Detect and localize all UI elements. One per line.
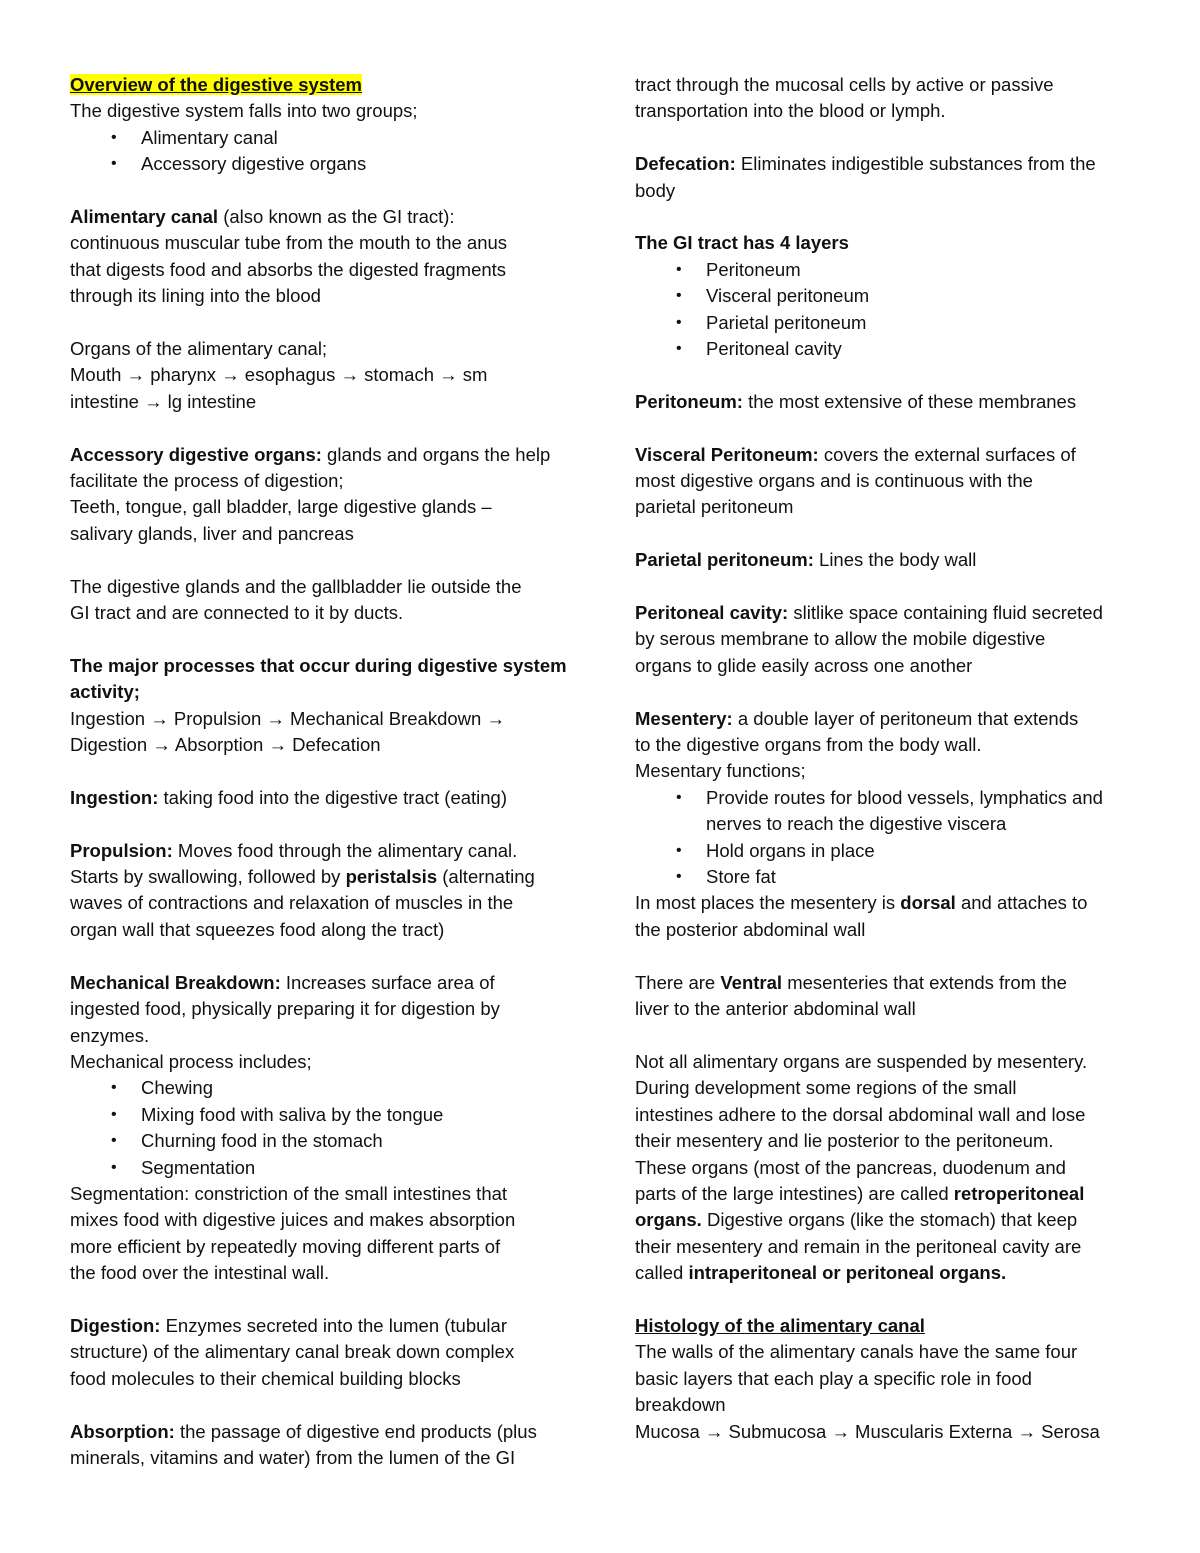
processes-heading: The major processes that occur during digestive system [70,654,567,676]
layers-flow: Mucosa → Submucosa → Muscularis Externa → Serosa [635,1420,1100,1442]
paragraph-peritoneum: Peritoneum: the most extensive of these membranes [635,390,1077,412]
paragraph-glands: The digestive glands and the gallbladder lie outside the [70,575,522,597]
paragraph-mesentery: Mesentery: a double layer of peritoneum that extends [635,707,1079,729]
bullet-icon: • [676,313,682,331]
paragraph-ventral: There are Ventral mesenteries that extends from the [635,971,1067,993]
paragraph-absorption: Absorption: the passage of digestive end products (plus [70,1420,537,1442]
paragraph-ingestion: Ingestion: taking food into the digestive tract (eating) [70,786,508,808]
paragraph-histology: The walls of the alimentary canals have the same four [635,1341,1078,1363]
histology-title: Histology of the alimentary canal [635,1314,925,1336]
paragraph-visceral-peritoneum: Visceral Peritoneum: covers the external surfaces of [635,443,1076,465]
bullet-icon: • [676,340,682,358]
overview-title: Overview of the digestive system [70,74,363,95]
intro-text: The digestive system falls into two groups; [70,100,418,122]
list-item: • Segmentation [70,1155,585,1181]
paragraph-segmentation: Segmentation: constriction of the small intestines that [70,1182,508,1204]
bullet-icon: • [676,868,682,886]
bullet-icon: • [111,1079,117,1097]
list-item: • Store fat [635,864,1135,890]
list-item: • Provide routes for blood vessels, lymphatics and [635,785,1135,811]
bullet-icon: • [676,788,682,806]
absorption-continued: tract through the mucosal cells by active or passive [635,74,1054,95]
list-item: • Parietal peritoneum [635,310,1135,336]
paragraph-mechanical-breakdown: Mechanical Breakdown: Increases surface area of [70,971,495,993]
bullet-icon: • [111,1105,117,1123]
list-item: • Peritoneum [635,257,1135,283]
bullet-icon: • [676,841,682,859]
organs-flow: Mouth → pharynx → esophagus → stomach → sm [70,364,488,386]
list-item: • Alimentary canal [70,125,585,151]
list-item: • Peritoneal cavity [635,336,1135,362]
bullet-icon: • [111,1132,117,1150]
bullet-icon: • [111,128,117,146]
paragraph-dorsal: In most places the mesentery is dorsal and attaches to [635,892,1088,914]
paragraph-propulsion: Propulsion: Moves food through the alimentary canal. [70,839,518,861]
layers-heading: The GI tract has 4 layers [635,232,849,254]
paragraph-accessory-organs: Accessory digestive organs: glands and organs the help [70,443,551,465]
right-column: tract through the mucosal cells by active or passive transportation into the blood or lymph. Defecation: Eliminates indigestible substances from the body The GI tract has 4 layers • Peritoneum • Visceral peritoneum • Parietal peritoneum • Peritoneal cavity Peritoneum: the most extensive of these membranes Visceral Peritoneum: covers the external surfaces of most digestive organs and is continuous with the parietal peritoneum Parietal peritoneum: Lines the body wall Peritoneal cavity: slitlike space containing fluid secreted by serous membrane to allow the mobile digestive organs to glide easily across one another Mesentery: a double layer of peritoneum that extends to the digestive organs from the body wall. Mesentary functions; • Provide routes for blood vessels, lymphatics and nerves to reach the digestive viscera • Hold organs in place • Store fat In most places the mesentery is dorsal and attaches to the posterior abdominal wall There are Ventral mesenteries that extends from the liver to the anterior abdominal wall Not all alimentary organs are suspended by mesentery. During development some regions of the small intestines adhere to the dorsal abdominal wall and lose their mesentery and lie posterior to the peritoneum. These organs (most of the pancreas, duodenum and parts of the large intestines) are called retroperitoneal organs. Digestive organs (like the stomach) that keep their mesentery and remain in the peritoneal cavity are called intraperitoneal or peritoneal organs. Histology of the alimentary canal The walls of the alimentary canals have the same four basic layers that each play a specific role in food breakdown Mucosa → Submucosa → Muscularis Externa → Serosa [635,72,1135,1445]
paragraph-digestion: Digestion: Enzymes secreted into the lumen (tubular [70,1314,507,1336]
bullet-icon: • [111,155,117,173]
paragraph-parietal-peritoneum: Parietal peritoneum: Lines the body wall [635,549,977,571]
paragraph-defecation: Defecation: Eliminates indigestible substances from the [635,153,1096,175]
bullet-icon: • [676,287,682,305]
left-column: Overview of the digestive system The digestive system falls into two groups; • Alimentary canal • Accessory digestive organs Alimentary canal (also known as the GI tract): continuous muscular tube from the mouth to the anus that digests food and absorbs the digested fragments through its lining into the blood Organs of the alimentary canal; Mouth → pharynx → esophagus → stomach → sm intestine → lg intestine Accessory digestive organs: glands and organs the help facilitate the process of digestion; Teeth, tongue, gall bladder, large digestive glands – salivary glands, liver and pancreas The digestive glands and the gallbladder lie outside the GI tract and are connected to it by ducts. The major processes that occur during digestive system activity; Ingestion → Propulsion → Mechanical Breakdown → Digestion → Absorption → Defecation Ingestion: taking food into the digestive tract (eating) Propulsion: Moves food through the alimentary canal. Starts by swallowing, followed by peristalsis (alternating waves of contractions and relaxation of muscles in the organ wall that squeezes food along the tract) Mechanical Breakdown: Increases surface area of ingested food, physically preparing it for digestion by enzymes. Mechanical process includes; • Chewing • Mixing food with saliva by the tongue • Churning food in the stomach • Segmentation Segmentation: constriction of the small intestines that mixes food with digestive juices and makes absorption more efficient by repeatedly moving different parts of the food over the intestinal wall. Digestion: Enzymes secreted into the lumen (tubular structure) of the alimentary canal break down complex food molecules to their chemical building blocks Absorption: the passage of digestive end products (plus minerals, vitamins and water) from the lumen of the GI [70,72,585,1471]
list-item: • Mixing food with saliva by the tongue [70,1102,585,1128]
list-item: • Accessory digestive organs [70,151,585,177]
paragraph-alimentary-canal: Alimentary canal (also known as the GI tract): [70,206,455,228]
paragraph-peritoneal-cavity: Peritoneal cavity: slitlike space containing fluid secreted [635,602,1103,624]
list-item: • Chewing [70,1075,585,1101]
bullet-icon: • [676,260,682,278]
process-flow: Ingestion → Propulsion → Mechanical Breakdown → [70,707,505,729]
list-item: • Hold organs in place [635,838,1135,864]
list-item: • Churning food in the stomach [70,1128,585,1154]
list-item: • Visceral peritoneum [635,283,1135,309]
paragraph-retroperitoneal: Not all alimentary organs are suspended by mesentery. [635,1050,1088,1072]
organs-intro: Organs of the alimentary canal; [70,338,328,360]
bullet-icon: • [111,1158,117,1176]
